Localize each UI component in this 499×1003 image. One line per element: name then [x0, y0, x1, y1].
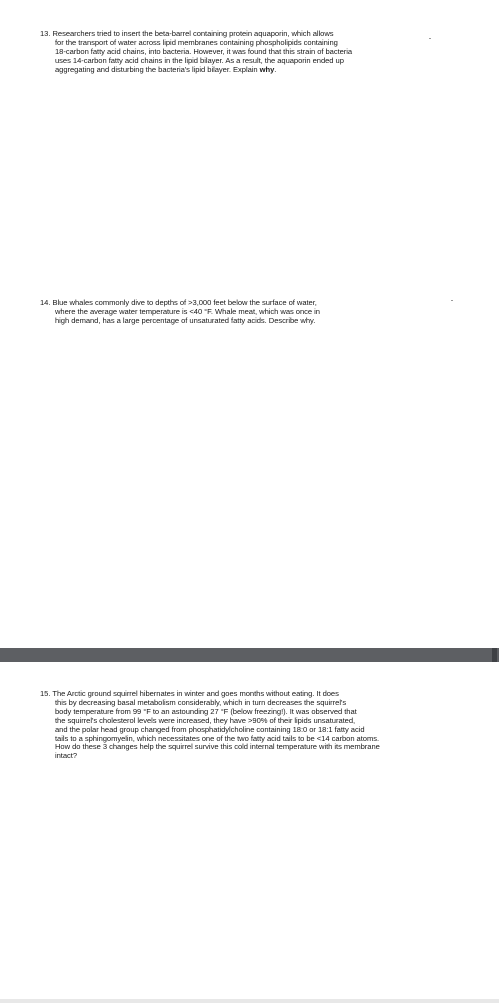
question-14-line-2: where the average water temperature is <40 °F. Whale meat, which was once in	[55, 306, 320, 316]
page-break-bar	[0, 648, 499, 662]
scan-speck	[451, 300, 453, 301]
question-14-line-1: 14. Blue whales commonly dive to depths of >3,000 feet below the surface of water,	[40, 298, 317, 307]
question-15-line-5: and the polar head group changed from phosphatidylcholine containing 18:0 or 18:1 fatty acid	[55, 724, 365, 734]
question-13-emphasis: why	[259, 64, 275, 74]
question-13-line-4: uses 14-carbon fatty acid chains in the lipid bilayer. As a result, the aquaporin ended up	[55, 55, 344, 65]
question-13	[40, 30, 352, 75]
question-15-line-3: body temperature from 99 °F to an astounding 27 °F (below freezing!). It was observed that	[55, 706, 357, 716]
question-14-line-3: high demand, has a large percentage of unsaturated fatty acids. Describe why.	[55, 315, 316, 325]
question-15-line-1: 15. The Arctic ground squirrel hibernates in winter and goes months without eating. It does	[40, 689, 339, 698]
question-13-number: 13.	[40, 29, 51, 38]
question-14-number: 14.	[40, 298, 51, 307]
question-13-line-2: for the transport of water across lipid membranes containing phospholipids containing	[55, 37, 338, 47]
scan-speck	[429, 38, 431, 39]
page-bottom-edge	[0, 999, 499, 1003]
question-15-line-4: the squirrel's cholesterol levels were increased, they have >90% of their lipids unsaturated,	[55, 715, 356, 725]
question-13-line-1: 13. Researchers tried to insert the beta-barrel containing protein aquaporin, which allows	[40, 29, 334, 38]
question-15-line-6: tails to a sphingomyelin, which necessitates one of the two fatty acid tails to be <14 carbon atoms.	[55, 733, 380, 743]
question-15-line-7: How do these 3 changes help the squirrel survive this cold internal temperature with its membrane	[55, 742, 380, 752]
question-15	[40, 690, 380, 761]
question-13-line-5: aggregating and disturbing the bacteria's lipid bilayer. Explain why.	[55, 64, 277, 74]
question-14	[40, 299, 320, 326]
question-13-line-3: 18-carbon fatty acid chains, into bacteria. However, it was found that this strain of bacteria	[55, 46, 353, 56]
question-15-line-2: this by decreasing basal metabolism considerably, which in turn decreases the squirrel's	[55, 697, 347, 707]
question-15-line-8: intact?	[55, 751, 78, 761]
page-break-edge	[492, 648, 497, 662]
question-15-number: 15.	[40, 689, 51, 698]
